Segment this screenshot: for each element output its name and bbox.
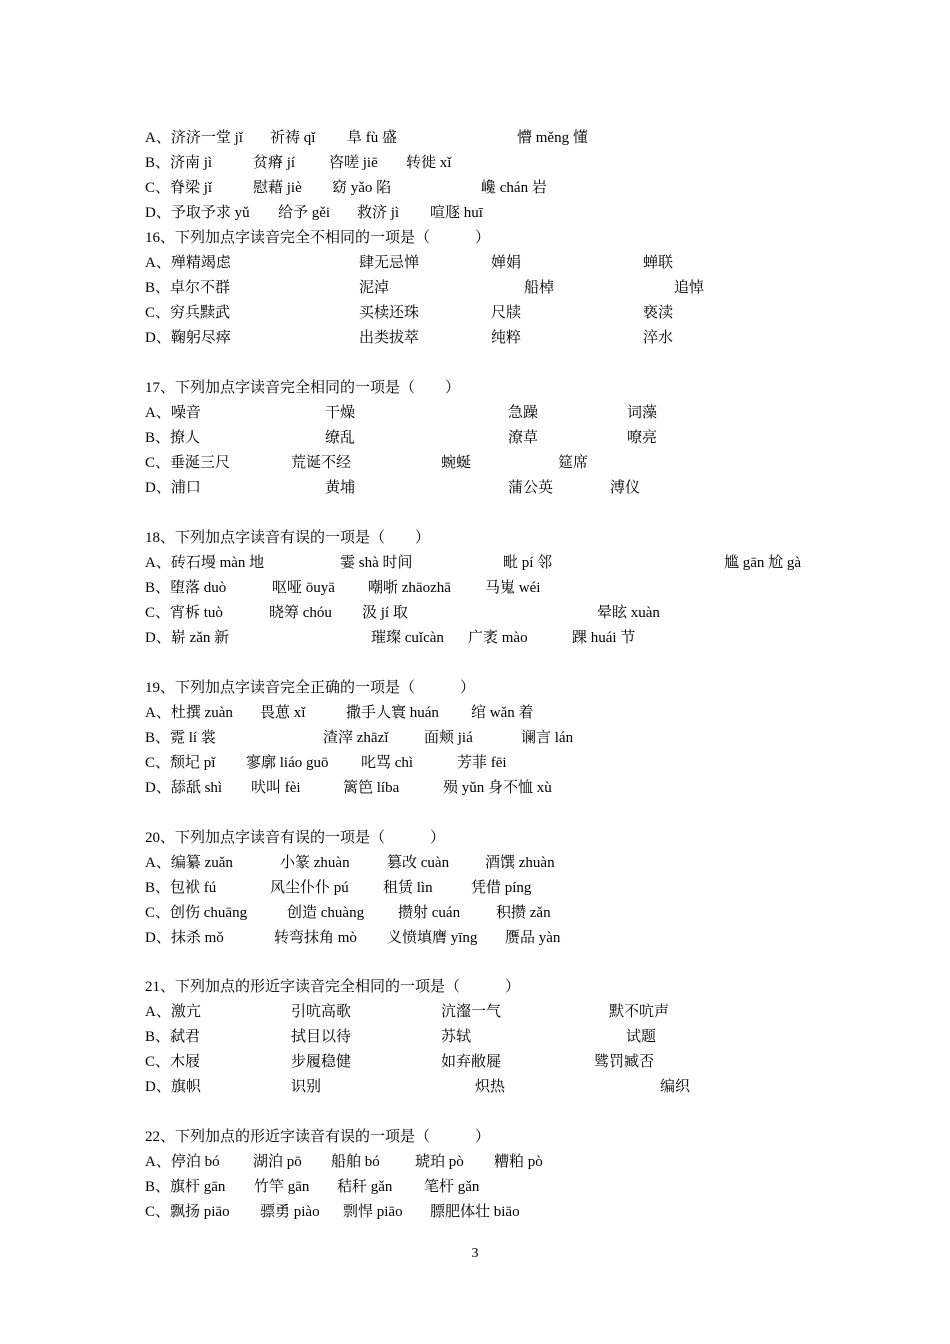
line-item: 嘹亮 [627, 430, 658, 446]
line-item: 黄埔 [325, 480, 356, 496]
text-line [0, 1175, 950, 1200]
line-item: 亵渎 [643, 305, 674, 321]
line-lead: A、噪音 [145, 405, 201, 421]
text-line [0, 376, 950, 401]
line-item: 篡改 cuàn [387, 855, 450, 871]
text-line [0, 1075, 950, 1100]
line-lead: D、舔舐 shì [145, 780, 223, 796]
line-item: 懵 měng 懂 [517, 130, 588, 146]
line-item: 湖泊 pō [253, 1154, 302, 1170]
line-lead: B、包袱 fú [145, 880, 217, 896]
line-lead: D、浦口 [145, 480, 201, 496]
text-line [0, 476, 950, 501]
line-item: 竹竿 gān [254, 1179, 310, 1195]
line-item: 转弯抹角 mò [274, 930, 357, 946]
line-item: 晓筹 chóu [269, 605, 332, 621]
line-item: 面颊 jiá [424, 730, 473, 746]
line-item: 救济 jì [357, 205, 400, 221]
line-item: 船舶 bó [331, 1154, 380, 1170]
line-item: 纯粹 [491, 330, 522, 346]
line-item: 贫瘠 jí [253, 155, 296, 171]
line-item: 晕眩 xuàn [597, 605, 660, 621]
line-lead: D、鞠躬尽瘁 [145, 330, 231, 346]
line-item: 吠叫 fèi [251, 780, 301, 796]
line-item: 咨嗟 jiē [329, 155, 378, 171]
text-line [0, 751, 950, 776]
line-item: 沆瀣一气 [441, 1004, 502, 1020]
text-line [0, 1150, 950, 1175]
line-item: 识别 [291, 1079, 322, 1095]
line-lead: B、旗杆 gān [145, 1179, 226, 1195]
line-item: 泥淖 [359, 280, 390, 296]
line-item: 窈 yǎo 陷 [332, 180, 392, 196]
page-number: 3 [471, 1246, 479, 1261]
line-item: 广袤 mào [468, 630, 528, 646]
line-item: 巉 chán 岩 [481, 180, 547, 196]
line-lead: A、停泊 bó [145, 1154, 220, 1170]
line-item: 汲 jí 取 [362, 605, 408, 621]
line-lead: B、济南 jì [145, 155, 213, 171]
line-item: 追悼 [674, 280, 705, 296]
text-line [0, 326, 950, 351]
line-item: 酒馔 zhuàn [485, 855, 555, 871]
line-item: 试题 [626, 1029, 657, 1045]
line-item: 璀璨 cuǐcàn [371, 630, 444, 646]
line-item: 缭乱 [325, 430, 356, 446]
line-item: 马嵬 wéi [485, 580, 541, 596]
text-line [0, 626, 950, 651]
line-item: 阜 fù 盛 [347, 130, 397, 146]
line-item: 拭目以待 [291, 1029, 352, 1045]
text-line [0, 126, 950, 151]
text-line [0, 276, 950, 301]
line-item: 秸秆 gǎn [337, 1179, 393, 1195]
text-line [0, 901, 950, 926]
line-item: 畏葸 xǐ [260, 705, 306, 721]
text-line [0, 451, 950, 476]
line-item: 积攒 zǎn [496, 905, 551, 921]
line-item: 尴 gān 尬 gà [724, 555, 802, 571]
line-item: 干燥 [325, 405, 356, 421]
line-item: 荒诞不经 [291, 455, 352, 471]
line-item: 慰藉 jiè [253, 180, 302, 196]
text-line [0, 576, 950, 601]
line-item: 风尘仆仆 pú [270, 880, 349, 896]
line-item: 默不吭声 [609, 1004, 670, 1020]
text-line [0, 226, 950, 251]
line-lead: C、脊梁 jǐ [145, 180, 213, 196]
line-item: 编织 [660, 1079, 691, 1095]
line-item: 引吭高歌 [291, 1004, 352, 1020]
text-line [0, 776, 950, 801]
text-line [0, 201, 950, 226]
line-lead: A、砖石墁 màn 地 [145, 555, 265, 571]
line-item: 呕哑 ōuyā [272, 580, 335, 596]
line-item: 淬水 [643, 330, 674, 346]
line-lead: 17、下列加点字读音完全相同的一项是（ ） [145, 380, 461, 396]
line-item: 寥廓 liáo guō [246, 755, 329, 771]
line-item: 攒射 cuán [398, 905, 461, 921]
line-item: 租赁 lìn [383, 880, 433, 896]
text-line [0, 851, 950, 876]
line-lead: 22、下列加点的形近字读音有误的一项是（ ） [145, 1129, 491, 1145]
line-lead: 18、下列加点字读音有误的一项是（ ） [145, 530, 431, 546]
line-lead: D、崭 zǎn 新 [145, 630, 230, 646]
line-lead: A、济济一堂 jǐ [145, 130, 243, 146]
text-line [0, 526, 950, 551]
text-line [0, 1200, 950, 1225]
text-line [0, 676, 950, 701]
line-item: 毗 pí 邻 [503, 555, 553, 571]
line-lead: D、予取予求 yǔ [145, 205, 250, 221]
line-item: 踝 huái 节 [572, 630, 636, 646]
line-item: 芳菲 fēi [457, 755, 507, 771]
line-item: 祈祷 qǐ [270, 130, 316, 146]
line-item: 渣滓 zhāzǐ [323, 730, 389, 746]
text-line [0, 701, 950, 726]
text-line [0, 1000, 950, 1025]
line-lead: C、宵柝 tuò [145, 605, 223, 621]
line-lead: 19、下列加点字读音完全正确的一项是（ ） [145, 680, 476, 696]
line-lead: A、编纂 zuǎn [145, 855, 233, 871]
line-item: 步履稳健 [291, 1054, 352, 1070]
line-item: 殒 yǔn 身不恤 xù [443, 780, 552, 796]
line-lead: B、霓 lí 裳 [145, 730, 216, 746]
line-lead: C、创伤 chuāng [145, 905, 248, 921]
line-item: 潦草 [508, 430, 539, 446]
line-item: 词藻 [627, 405, 658, 421]
line-lead: 21、下列加点的形近字读音完全相同的一项是（ ） [145, 979, 521, 995]
line-item: 笔杆 gǎn [424, 1179, 480, 1195]
line-item: 骠勇 piào [260, 1204, 320, 1220]
line-item: 喧豗 huī [430, 205, 483, 221]
line-item: 谰言 lán [521, 730, 574, 746]
text-line [0, 1050, 950, 1075]
line-item: 给予 gěi [278, 205, 331, 221]
line-item: 糟粕 pò [494, 1154, 543, 1170]
line-item: 小篆 zhuàn [280, 855, 350, 871]
line-item: 筵席 [558, 455, 589, 471]
text-line [0, 1125, 950, 1150]
text-line [0, 601, 950, 626]
line-lead: B、卓尔不群 [145, 280, 231, 296]
line-lead: 20、下列加点字读音有误的一项是（ ） [145, 830, 446, 846]
line-lead: B、堕落 duò [145, 580, 227, 596]
text-line [0, 426, 950, 451]
line-item: 凭借 píng [471, 880, 532, 896]
line-item: 出类拔萃 [359, 330, 420, 346]
line-lead: D、抹杀 mǒ [145, 930, 224, 946]
line-item: 蒲公英 [508, 480, 554, 496]
text-line [0, 826, 950, 851]
text-line [0, 926, 950, 951]
text-line [0, 876, 950, 901]
line-item: 篱笆 líba [343, 780, 400, 796]
line-lead: A、激亢 [145, 1004, 201, 1020]
line-item: 肆无忌惮 [359, 255, 420, 271]
text-line [0, 401, 950, 426]
line-item: 蝉联 [643, 255, 674, 271]
text-line [0, 176, 950, 201]
line-item: 嘲哳 zhāozhā [368, 580, 451, 596]
text-line [0, 251, 950, 276]
line-item: 溥仪 [610, 480, 641, 496]
line-item: 膘肥体壮 biāo [430, 1204, 520, 1220]
line-lead: C、穷兵黩武 [145, 305, 231, 321]
line-lead: C、颓圮 pǐ [145, 755, 216, 771]
line-lead: B、弑君 [145, 1029, 201, 1045]
line-item: 转徙 xǐ [406, 155, 452, 171]
line-item: 蜿蜒 [441, 455, 472, 471]
line-item: 船棹 [524, 280, 555, 296]
line-item: 苏轼 [441, 1029, 472, 1045]
line-lead: B、撩人 [145, 430, 201, 446]
line-item: 尺牍 [491, 305, 522, 321]
line-lead: 16、下列加点字读音完全不相同的一项是（ ） [145, 230, 491, 246]
line-item: 剽悍 piāo [343, 1204, 403, 1220]
line-item: 骘罚臧否 [594, 1054, 655, 1070]
line-item: 霎 shà 时间 [340, 555, 413, 571]
text-line [0, 975, 950, 1000]
line-item: 急躁 [508, 405, 539, 421]
text-line [0, 551, 950, 576]
line-item: 撒手人寰 huán [346, 705, 439, 721]
line-lead: A、杜撰 zuàn [145, 705, 233, 721]
line-item: 婵娟 [491, 255, 522, 271]
line-item: 义愤填膺 yīng [387, 930, 478, 946]
text-line [0, 301, 950, 326]
line-item: 如弃敝屣 [441, 1054, 502, 1070]
line-item: 买椟还珠 [359, 305, 420, 321]
line-lead: C、飘扬 piāo [145, 1204, 230, 1220]
line-item: 创造 chuàng [287, 905, 365, 921]
line-item: 赝品 yàn [505, 930, 561, 946]
text-line [0, 726, 950, 751]
line-item: 炽热 [475, 1079, 506, 1095]
text-line [0, 1025, 950, 1050]
line-item: 琥珀 pò [415, 1154, 464, 1170]
line-lead: D、旗帜 [145, 1079, 201, 1095]
line-item: 绾 wǎn 着 [471, 705, 534, 721]
line-lead: C、垂涎三尺 [145, 455, 231, 471]
text-line [0, 151, 950, 176]
line-item: 叱骂 chì [361, 755, 414, 771]
line-lead: C、木屐 [145, 1054, 201, 1070]
line-lead: A、殚精竭虑 [145, 255, 231, 271]
